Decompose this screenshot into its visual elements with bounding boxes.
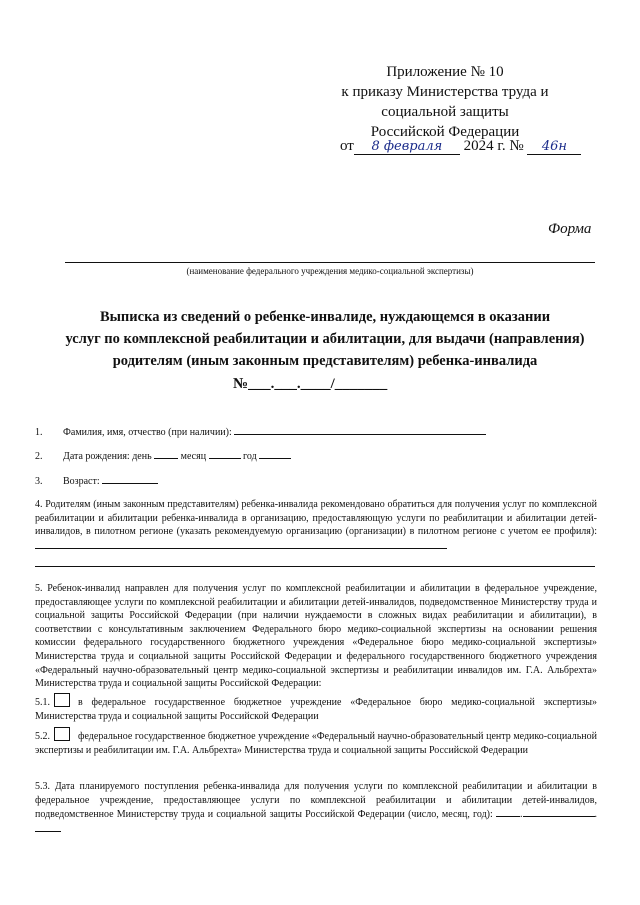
item-5-1-checkbox[interactable]: [54, 693, 70, 707]
item-1-label: Фамилия, имя, отчество (при наличии):: [63, 427, 232, 438]
item-5-2-text: федеральное государственное бюджетное учреждение «Федеральный научно-образовательный центр медико-социальной экспертизы и реабилитации им. Г.А. Альбрехта» Министерства труда и социальной защиты Российской Федерации: [35, 731, 597, 756]
item-2-birth-date: [35, 448, 595, 464]
order-date-signature: 8 февраля: [354, 139, 460, 155]
item-3-age: [35, 473, 595, 489]
item-5-3: 5.3. Дата планируемого поступления ребенка-инвалида для получения услуги по комплексной реабилитации и абилитации в федеральное учреждение, предоставляющее услуги по комплексной реабилитации и абилитации детей-инвалидов, подведомственное Министерству труда и социальной защиты Российской Федерации (число, месяц, год): . .: [35, 780, 597, 836]
item-5-2: [35, 727, 597, 757]
title-line-2: услуг по комплексной реабилитации и абилитации, для выдачи (направления): [65, 331, 585, 347]
order-prefix: от: [340, 138, 354, 154]
planned-day-field[interactable]: [496, 807, 520, 817]
appendix-header: [320, 62, 570, 142]
item-1-full-name: [35, 424, 595, 440]
recommended-organization-field[interactable]: [35, 539, 447, 549]
birth-day-field[interactable]: [154, 448, 178, 459]
item-5-3-text: 5.3. Дата планируемого поступления ребенка-инвалида для получения услуги по комплексной реабилитации и абилитации в федеральное учреждение, предоставляющее услуги по комплексной реабилитации и абилитации детей-инвалидов, подведомственное Министерству труда и социальной защиты Российской Федерации (число, месяц, год):: [35, 781, 597, 821]
appendix-line-3: социальной защиты: [381, 104, 509, 120]
item-1-number: 1.: [35, 427, 43, 438]
item-5-1: [35, 693, 597, 723]
order-number-signature: 46н: [527, 139, 581, 155]
birth-day-label: Дата рождения: день: [63, 451, 152, 462]
appendix-line-4: Российской Федерации: [370, 124, 520, 140]
document-title: [40, 306, 610, 372]
birth-year-field[interactable]: [259, 448, 291, 459]
planned-year-field[interactable]: [35, 822, 61, 832]
appendix-line-2: к приказу Министерства труда и: [341, 84, 549, 100]
item-3-label: Возраст:: [63, 476, 100, 487]
item-5-1-number: 5.1.: [35, 697, 50, 708]
birth-month-field[interactable]: [209, 448, 241, 459]
item-5-1-text: в федеральное государственное бюджетное учреждение «Федеральное бюро медико-социальной экспертизы» Министерства труда и социальной защиты Российской Федерации: [35, 697, 597, 722]
order-line: [340, 138, 581, 155]
item-4-text: 4. Родителям (иным законным представителям) ребенка-инвалида рекомендовано обратиться для получения услуг по комплексной реабилитации и абилитации ребенка-инвалида в организацию, предоставляющую услуги по реабилитации и абилитации детей-инвалидов, в пилотном регионе (указать рекомендуемую организацию (организации) в пилотном регионе с учетом ее профиля):: [35, 499, 597, 538]
order-year: 2024 г. №: [463, 138, 524, 154]
form-label: Форма: [548, 221, 592, 237]
item-4-recommended-organization: [35, 498, 597, 553]
full-name-field[interactable]: [234, 424, 486, 435]
item-5-paragraph: 5. Ребенок-инвалид направлен для получения услуг по комплексной реабилитации и абилитации в федеральное учреждение, предоставляющее услуги по комплексной реабилитации и абилитации детей-инвалидов, подведомственное Министерству труда и социальной защиты Российской Федерации (при наличии нуждаемости в сложных видах реабилитации и абилитации), в соответствии с консультативным заключением Федерального бюро медико-социальной экспертизы на основании решения комиссии федерального государственного бюджетного учреждения «Федеральное бюро медико-социальной экспертизы» Министерства труда и социальной защиты Российской Федерации и федерального государственного бюджетного учреждения «Федеральный научно-образовательный центр медико-социальной экспертизы и реабилитации инвалидов им. Г.А. Альбрехта» Министерства труда и социальной защиты Российской Федерации:: [35, 583, 597, 690]
appendix-line-1: Приложение № 10: [386, 64, 504, 80]
title-line-1: Выписка из сведений о ребенке-инвалиде, нуждающемся в оказании: [99, 309, 551, 325]
item-3-number: 3.: [35, 476, 43, 487]
document-number-line: №___.___.____/_______: [233, 376, 388, 392]
age-field[interactable]: [102, 473, 158, 484]
birth-year-label: год: [243, 451, 257, 462]
recommended-organization-extra-line[interactable]: [35, 566, 595, 567]
birth-month-label: месяц: [180, 451, 207, 462]
org-caption: (наименование федерального учреждения медико-социальной экспертизы): [186, 266, 474, 276]
item-5-2-number: 5.2.: [35, 731, 50, 742]
item-2-number: 2.: [35, 451, 43, 462]
item-5-2-checkbox[interactable]: [54, 727, 70, 741]
title-line-3: родителям (иным законным представителям) ребенка-инвалида: [112, 353, 538, 369]
org-name-line: [65, 262, 595, 263]
planned-month-field[interactable]: [523, 807, 595, 817]
